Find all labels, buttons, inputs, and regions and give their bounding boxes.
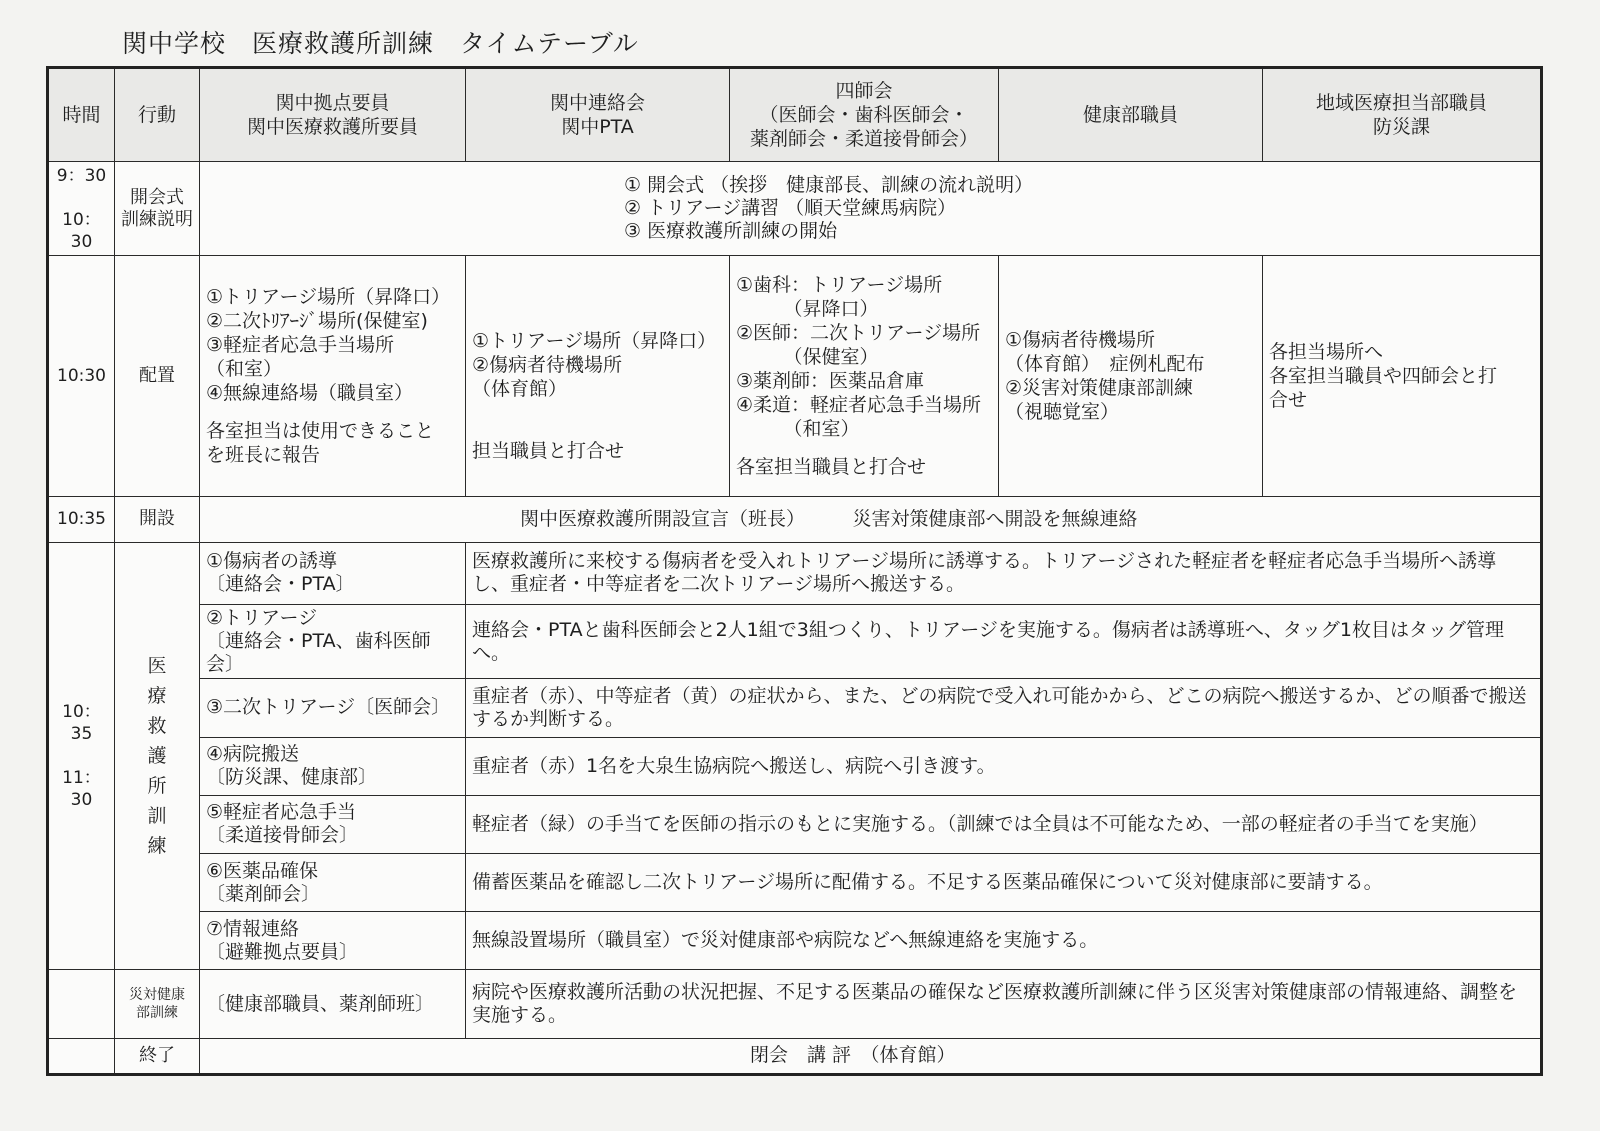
- placement-regional-staff: [1263, 255, 1542, 496]
- opening-time-start: 9：30: [56, 165, 107, 186]
- opening-time-end: 10：30: [62, 209, 101, 252]
- setup-text: 関中医療救護所開設宣言（班長） 災害対策健康部へ開設を無線連絡: [200, 496, 1542, 542]
- setup-action: 開設: [115, 496, 200, 542]
- health-training-action: 災対健康 部訓練: [115, 970, 200, 1038]
- training-row: [48, 854, 1542, 912]
- header-regional-staff: 地域医療担当部職員 防災課: [1263, 68, 1542, 162]
- training-label-1: ①傷病者の誘導 〔連絡会・PTA〕: [200, 542, 466, 604]
- training-row: [48, 679, 1542, 737]
- training-action: 医 療 救 護 所 訓 練: [115, 542, 200, 970]
- placement-liaison-pta: [466, 255, 730, 496]
- training-row: [48, 542, 1542, 604]
- training-label-6: ⑥医薬品確保 〔薬剤師会〕: [200, 854, 466, 912]
- header-four-associations: 四師会 （医師会・歯科医師会・ 薬剤師会・柔道接骨師会）: [730, 68, 999, 162]
- training-desc-5: 軽症者（緑）の手当てを医師の指示のもとに実施する。（訓練では全員は不可能なため、一部の軽症者の手当てを実施）: [466, 795, 1542, 853]
- closing-time: [48, 1038, 115, 1074]
- opening-items-cell: [200, 162, 1542, 255]
- opening-row: [48, 162, 1542, 255]
- training-desc-6: 備蓄医薬品を確認し二次トリアージ場所に配備する。不足する医薬品確保について災対健康部に要請する。: [466, 854, 1542, 912]
- page-title: 関中学校 医療救護所訓練 タイムテーブル: [122, 29, 639, 58]
- closing-row: [48, 1038, 1542, 1074]
- placement-row: [48, 255, 1542, 496]
- health-training-time: [48, 970, 115, 1038]
- timetable: [46, 66, 1543, 1076]
- placement-health-staff: [999, 255, 1263, 496]
- training-time-start: 10：35: [62, 702, 101, 745]
- placement-regional-text: 各担当場所へ 各室担当職員や四師会と打 合せ: [1269, 340, 1498, 411]
- training-label-7: ⑦情報連絡 〔避難拠点要員〕: [200, 912, 466, 970]
- placement-association-note: 各室担当職員と打合せ: [736, 455, 927, 478]
- placement-base-note: 各室担当は使用できること を班長に報告: [206, 419, 435, 466]
- training-label-3: ③二次トリアージ〔医師会〕: [200, 679, 466, 737]
- training-label-2: ②トリアージ 〔連絡会・PTA、歯科医師会〕: [200, 605, 466, 679]
- setup-row: [48, 496, 1542, 542]
- training-time-end: 11：30: [62, 768, 101, 811]
- placement-liaison-list: ①トリアージ場所（昇降口） ②傷病者待機場所 （体育館）: [472, 329, 717, 400]
- header-base-staff: 関中拠点要員 関中医療救護所要員: [200, 68, 466, 162]
- placement-association-list: ①歯科：トリアージ場所 （昇降口） ②医師：二次トリアージ場所 （保健室） ③薬剤師：医薬品倉庫 ④柔道：軽症者応急手当場所 （和室）: [736, 273, 982, 440]
- opening-items: ① 開会式 （挨拶 健康部長、訓練の流れ説明） ② トリアージ講習 （順天堂練馬病院） ③ 医療救護所訓練の開始: [624, 174, 1034, 243]
- placement-liaison-note: 担当職員と打合せ: [472, 439, 625, 462]
- header-time: 時間: [48, 68, 115, 162]
- health-training-row: [48, 970, 1542, 1038]
- closing-text: 閉会 講 評 （体育館）: [200, 1038, 1542, 1074]
- opening-time: [48, 162, 115, 255]
- training-time: [48, 542, 115, 970]
- health-training-label: 〔健康部職員、薬剤師班〕: [200, 970, 466, 1038]
- placement-base-list: ①トリアージ場所（昇降口） ②二次ﾄﾘｱｰｼﾞ場所(保健室) ③軽症者応急手当場所 （和室） ④無線連絡場（職員室）: [206, 285, 451, 404]
- health-training-desc: 病院や医療救護所活動の状況把握、不足する医薬品の確保など医療救護所訓練に伴う区災害対策健康部の情報連絡、調整を実施する。: [466, 970, 1542, 1038]
- placement-base-staff: [200, 255, 466, 496]
- training-label-5: ⑤軽症者応急手当 〔柔道接骨師会〕: [200, 795, 466, 853]
- header-liaison-pta: 関中連絡会 関中PTA: [466, 68, 730, 162]
- training-desc-4: 重症者（赤）1名を大泉生協病院へ搬送し、病院へ引き渡す。: [466, 737, 1542, 795]
- placement-time: 10:30: [48, 255, 115, 496]
- training-row: [48, 912, 1542, 970]
- placement-health-text: ①傷病者待機場所 （体育館） 症例札配布 ②災害対策健康部訓練 （視聴覚室）: [1005, 328, 1205, 423]
- training-desc-1: 医療救護所に来校する傷病者を受入れトリアージ場所に誘導する。トリアージされた軽症者を軽症者応急手当場所へ誘導し、重症者・中等症者を二次トリアージ場所へ搬送する。: [466, 542, 1542, 604]
- training-desc-7: 無線設置場所（職員室）で災対健康部や病院などへ無線連絡を実施する。: [466, 912, 1542, 970]
- training-desc-3: 重症者（赤）、中等症者（黄）の症状から、また、どの病院で受入れ可能かから、どこの病院へ搬送するか、どの順番で搬送するか判断する。: [466, 679, 1542, 737]
- training-desc-2: 連絡会・PTAと歯科医師会と2人1組で3組つくり、トリアージを実施する。傷病者は誘導班へ、タッグ1枚目はタッグ管理へ。: [466, 605, 1542, 679]
- training-row: [48, 795, 1542, 853]
- header-health-staff: 健康部職員: [999, 68, 1263, 162]
- opening-action: 開会式 訓練説明: [115, 162, 200, 255]
- placement-action: 配置: [115, 255, 200, 496]
- setup-time: 10:35: [48, 496, 115, 542]
- header-row: [48, 68, 1542, 162]
- placement-four-associations: [730, 255, 999, 496]
- training-label-4: ④病院搬送 〔防災課、健康部〕: [200, 737, 466, 795]
- header-action: 行動: [115, 68, 200, 162]
- training-row: [48, 605, 1542, 679]
- closing-action: 終了: [115, 1038, 200, 1074]
- training-row: [48, 737, 1542, 795]
